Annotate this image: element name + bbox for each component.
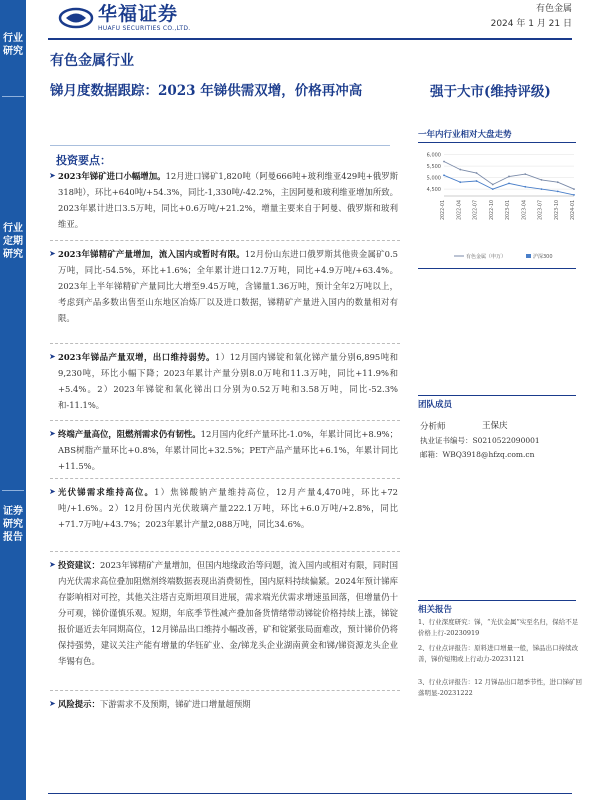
logo-english-name: HUAFU SECURITIES CO.,LTD. <box>98 25 191 32</box>
series-1-point <box>476 172 478 174</box>
header-meta <box>491 2 572 32</box>
key-point-lead: 终端产量高位，阻燃剂需求仍有韧性。 <box>58 429 201 439</box>
key-point-body: 12月国内化纤产量环比-1.0%，年累计同比+8.9%；ABS树脂产量环比+0.8%，年累计同比+32.5%；PET产品产量环比+6.1%，年累计同比+11.5%。 <box>58 429 398 471</box>
key-point-lead: 投资建议： <box>58 560 100 570</box>
report-title: 锑月度数据跟踪：2023 年锑供需双增，价格再冲高 <box>50 83 363 99</box>
x-tick-label: 2022-10 <box>489 200 495 221</box>
series-2-point <box>443 174 445 176</box>
section-divider <box>50 343 400 344</box>
x-tick-label: 2023-07 <box>538 200 544 221</box>
sidebar-label-securities-report: 证券研究报告 <box>3 506 23 543</box>
x-tick-label: 2023-10 <box>554 200 560 221</box>
x-tick-label: 2022-04 <box>457 200 463 221</box>
series-1-point <box>508 176 510 178</box>
series-2-point <box>541 188 543 190</box>
related-top-rule <box>418 600 576 601</box>
series-1-point <box>573 188 575 190</box>
key-points-rule <box>50 145 390 146</box>
key-points-heading: 投资要点： <box>56 154 111 167</box>
series-2-point <box>476 180 478 182</box>
key-point-body: 12月份山东进口俄罗斯其他贵金属矿0.5万吨，同比-54.5%，环比+1.6%；全年累计进口12.7万吨，同比+4.9万吨/+63.4%。2023年上半年锑精矿产量同比大增至9.45万吨，含锑量1.36万吨，预计全年2万吨以上，考虑到产品多数出售至山东地区冶炼厂以及进口数据，锑精矿产量进入国内的数量相对有限。 <box>58 249 398 323</box>
rating: 强于大市(维持评级) <box>430 84 551 100</box>
legend-label-1: 有色金属（申万） <box>466 254 507 260</box>
section-divider <box>50 478 400 479</box>
company-logo <box>58 4 191 32</box>
series-1-point <box>443 161 445 163</box>
series-1-point <box>557 181 559 183</box>
key-point-body: 12月进口锑矿1,820吨（阿曼666吨+玻利维亚429吨+俄罗斯318吨），环比+640吨/+54.3%，同比-1,330吨/-42.2%，主因阿曼和玻利维亚增加所致。2023年累计进口3.5万吨，同比+0.6万吨/+21.2%，增量主要来自于阿曼、俄罗斯和玻利维亚。 <box>58 171 398 229</box>
logo-mark-icon <box>58 7 94 29</box>
analyst-label: 分析师 <box>420 422 446 432</box>
related-report-item[interactable]: 2、行业点评报告：原料进口增量一般，锑品出口持续改善，锑价短期或上行动力-20231121 <box>418 644 579 663</box>
series-2-point <box>573 194 575 196</box>
x-tick-label: 2022-07 <box>473 200 479 221</box>
relative-performance-chart <box>414 144 580 264</box>
industry-name: 有色金属行业 <box>50 53 134 69</box>
section-divider <box>50 690 400 691</box>
key-point-lead: 2023年锑品产量双增，出口维持弱势。 <box>58 352 215 362</box>
key-point-lead: 2023年锑矿进口小幅增加。 <box>58 171 166 181</box>
bullet-arrow-icon: ➤ <box>49 699 56 708</box>
bullet-arrow-icon: ➤ <box>49 352 56 361</box>
logo-chinese-name: 华福证券 <box>98 3 179 25</box>
section-divider <box>50 420 400 421</box>
bullet-arrow-icon: ➤ <box>49 560 56 569</box>
series-1-point <box>524 173 526 175</box>
team-heading: 团队成员 <box>418 400 453 410</box>
sidebar-label-periodic-research: 行业定期研究 <box>3 223 23 260</box>
x-tick-label: 2024-01 <box>571 200 576 221</box>
y-tick-label: 5,500 <box>426 164 441 171</box>
series-line-2 <box>444 175 574 195</box>
footer-rule <box>48 793 572 794</box>
sidebar-divider <box>2 96 24 97</box>
key-point-lead: 光伏锑需求维持高位。 <box>58 487 155 497</box>
y-tick-label: 4,500 <box>426 187 441 194</box>
section-divider <box>50 240 400 241</box>
series-2-point <box>557 191 559 193</box>
related-reports-heading: 相关报告 <box>418 605 453 615</box>
key-point-investment-advice <box>49 557 399 669</box>
key-point-body: 下游需求不及预期，锑矿进口增量超预期 <box>99 699 251 709</box>
series-line-1 <box>444 162 574 190</box>
series-1-point <box>541 179 543 181</box>
key-point-terminal <box>49 426 398 474</box>
analyst-name: 王保庆 <box>482 421 508 431</box>
analyst-email[interactable]: 邮箱：WBQ3918@hfzq.com.cn <box>420 450 535 459</box>
key-point-body: 1）12月国内锑锭和氧化锑产量分别6,895吨和9,230吨，环比小幅下降；2023年累计产量分别8.0万吨和11.3万吨，同比+11.9%和+5.4%。2）2023年锑锭和氧化锑出口分别为0.52万吨和3.58万吨，同比-52.3%和-11.1%。 <box>58 352 398 410</box>
bullet-arrow-icon: ➤ <box>49 487 56 496</box>
sidebar-label-industry-research: 行业研究 <box>3 33 23 57</box>
legend-swatch-2 <box>526 254 531 258</box>
key-point-body: 2023年锑精矿产量增加，但国内地缘政治等问题，流入国内或相对有限，同时国内光伏需求高位叠加阻燃剂终端数据表现出消费韧性，国内原料持续偏紧。2024年预计锑库存影响相对可控，其他关注塔吉克斯坦项目进展，需求端光伏需求增速虽回落，但增量仍十分可观，锑价谨慎乐观。短期，年底季节性减产叠加备货情绪带动锑锭价格持续上涨，锑锭报价逼近去年同期高位，12月锑品出口维持小幅改善，矿和锭紧张局面难改，预计锑价仍将保持强势，建议关注产能有增量的华钰矿业、金/锑龙头企业湖南黄金和锑/锑资源龙头企业华锡有色。 <box>58 560 399 666</box>
team-top-rule <box>418 395 576 396</box>
y-tick-label: 5,000 <box>426 175 441 182</box>
bullet-arrow-icon: ➤ <box>49 249 56 258</box>
related-report-item[interactable]: 1、行业深度研究：锑，“光伏金属”实至名归，保给不足价格上行-20230919 <box>418 618 579 637</box>
key-point-risk <box>49 696 398 712</box>
y-tick-label: 6,000 <box>426 152 441 159</box>
sidebar-divider <box>2 490 24 491</box>
related-report-item[interactable]: 3、行业点评报告：12 月锑品出口超季节性，进口锑矿回落明显-20231222 <box>418 678 582 697</box>
bullet-arrow-icon: ➤ <box>49 429 56 438</box>
key-point-concentrate <box>49 246 398 326</box>
analyst-license: 执业证书编号：S0210522090001 <box>420 436 540 445</box>
chart-title: 一年内行业相对大盘走势 <box>418 130 512 140</box>
header-rule <box>48 38 572 40</box>
section-divider <box>50 551 400 552</box>
key-point-body: 1）焦锑酸钠产量维持高位，12月产量4,470吨，环比+72吨/+1.6%。2）12月份国内光伏玻璃产量222.1万吨，环比+6.0万吨/+2.8%，同比+71.7万吨/+43.7%；2023年累计产量2,088万吨，同比34.6%。 <box>58 487 398 529</box>
header-category: 有色金属 <box>535 4 572 14</box>
x-tick-label: 2023-04 <box>522 200 528 221</box>
header-date: 2024 年 1 月 21 日 <box>490 19 572 29</box>
series-2-point <box>524 186 526 188</box>
chart-title-rule <box>418 142 576 143</box>
bullet-arrow-icon: ➤ <box>49 171 56 180</box>
key-point-import <box>49 168 398 232</box>
x-tick-label: 2023-01 <box>506 200 511 221</box>
series-2-point <box>508 182 510 184</box>
key-point-photovoltaic <box>49 484 398 532</box>
chart-bottom-rule <box>418 268 576 269</box>
series-2-point <box>492 188 494 190</box>
series-2-point <box>459 181 461 183</box>
key-point-lead: 风险提示： <box>58 699 100 709</box>
series-1-point <box>492 184 494 186</box>
legend-label-2: 沪深300 <box>533 254 553 260</box>
key-point-production <box>49 349 398 413</box>
key-point-lead: 2023年锑精矿产量增加，流入国内或暂时有限。 <box>58 249 245 259</box>
x-tick-label: 2022-01 <box>441 200 446 221</box>
series-1-point <box>459 169 461 171</box>
sidebar <box>0 0 26 800</box>
